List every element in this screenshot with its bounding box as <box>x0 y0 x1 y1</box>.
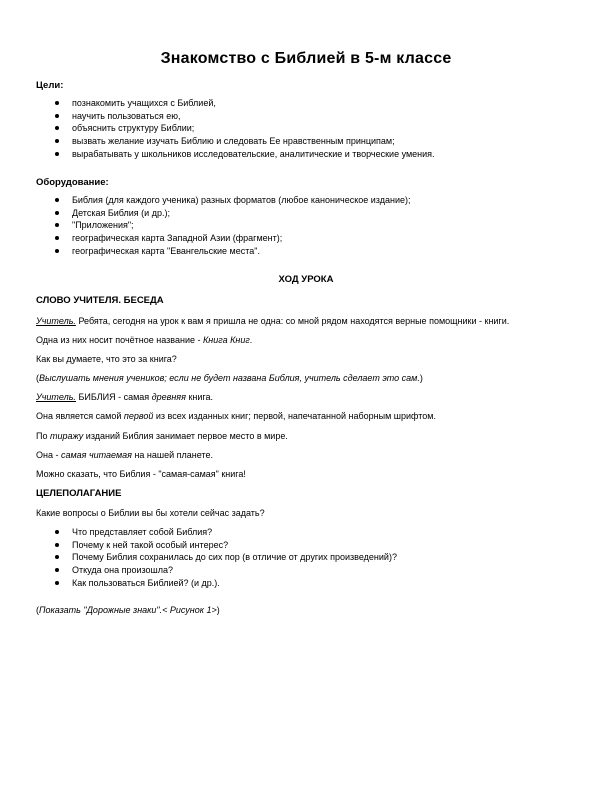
paragraph-text: ) <box>419 373 423 383</box>
paragraph-instruction <box>36 372 423 384</box>
page-title: Знакомство с Библией в 5-м классе <box>160 50 452 67</box>
list-item: Детская Библия (и др.); <box>55 207 410 220</box>
list-item: географическая карта Западной Азии (фрагмент); <box>55 232 410 245</box>
paragraph-conclusion: Можно сказать, что Библия - "самая-самая" книга! <box>36 469 246 479</box>
emphasis-text: первой <box>123 411 154 421</box>
lesson-heading: ХОД УРОКА <box>278 274 334 285</box>
list-item: Что представляет собой Библия? <box>55 526 397 539</box>
speaker-label: Учитель. <box>36 392 76 402</box>
list-item: научить пользоваться ею, <box>55 110 435 123</box>
paragraph-text: По <box>36 431 50 441</box>
paragraph-text: БИБЛИЯ - самая <box>75 392 152 402</box>
equipment-heading: Оборудование: <box>36 177 109 188</box>
paragraph-text: из всех изданных книг; первой, напечатанной наборным шрифтом. <box>153 411 436 421</box>
paragraph-most-read <box>36 449 213 461</box>
goals-list <box>55 97 435 161</box>
emphasis-text: древняя <box>151 392 186 402</box>
paragraph-text: Она является самой <box>36 411 124 421</box>
paragraph-text: . <box>249 335 253 345</box>
paragraph-first-book <box>36 410 436 422</box>
emphasis-text: тиражу <box>49 431 84 441</box>
emphasis-text: Показать "Дорожные знаки".< Рисунок 1> <box>39 605 217 615</box>
list-item: Почему Библия сохранилась до сих пор (в отличие от других произведений)? <box>55 551 397 564</box>
paragraph-text: на нашей планете. <box>131 450 213 460</box>
paragraph-text: книга. <box>185 392 213 402</box>
list-item: "Приложения"; <box>55 219 410 232</box>
paragraph-circulation <box>36 430 288 442</box>
paragraph-question: Как вы думаете, что это за книга? <box>36 354 177 364</box>
paragraph-show-signs <box>36 604 220 616</box>
questions-list <box>55 526 397 590</box>
paragraph-teacher-intro <box>36 315 509 327</box>
equipment-list <box>55 194 410 258</box>
list-item: объяснить структуру Библии; <box>55 122 435 135</box>
list-item: географическая карта "Евангельские места". <box>55 245 410 258</box>
section-heading-goal-setting: ЦЕЛЕПОЛАГАНИЕ <box>36 488 122 499</box>
paragraph-bible-ancient <box>36 391 213 403</box>
list-item: Почему к ней такой особый интерес? <box>55 539 397 552</box>
paragraph-text: ( <box>36 605 39 615</box>
list-item: вырабатывать у школьников исследовательские, аналитические и творческие умения. <box>55 148 435 161</box>
paragraph-text: изданий Библия занимает первое место в мире. <box>83 431 288 441</box>
list-item: Как пользоваться Библией? (и др.). <box>55 577 397 590</box>
speaker-label: Учитель. <box>36 316 76 326</box>
list-item: вызвать желание изучать Библию и следовать Ее нравственным принципам; <box>55 135 435 148</box>
emphasis-text: самая читаемая <box>60 450 132 460</box>
list-item: познакомить учащихся с Библией, <box>55 97 435 110</box>
paragraph-text: ( <box>36 373 39 383</box>
paragraph-text: Одна из них носит почётное название - <box>36 335 203 345</box>
list-item: Библия (для каждого ученика) разных форматов (любое каноническое издание); <box>55 194 410 207</box>
list-item: Откуда она произошла? <box>55 564 397 577</box>
goals-heading: Цели: <box>36 80 64 91</box>
paragraph-text: Она - <box>36 450 61 460</box>
emphasis-text: Книга Книг <box>202 335 250 345</box>
paragraph-questions-intro: Какие вопросы о Библии вы бы хотели сейчас задать? <box>36 508 265 518</box>
section-heading-teacher-word: СЛОВО УЧИТЕЛЯ. БЕСЕДА <box>36 295 164 306</box>
paragraph-text: ) <box>216 605 220 615</box>
paragraph-book-of-books <box>36 334 252 346</box>
paragraph-text: Ребята, сегодня на урок к вам я пришла не одна: со мной рядом находятся верные помощники - книги. <box>75 316 510 326</box>
emphasis-text: Выслушать мнения учеников; если не будет названа Библия, учитель сделает это сам. <box>39 373 420 383</box>
